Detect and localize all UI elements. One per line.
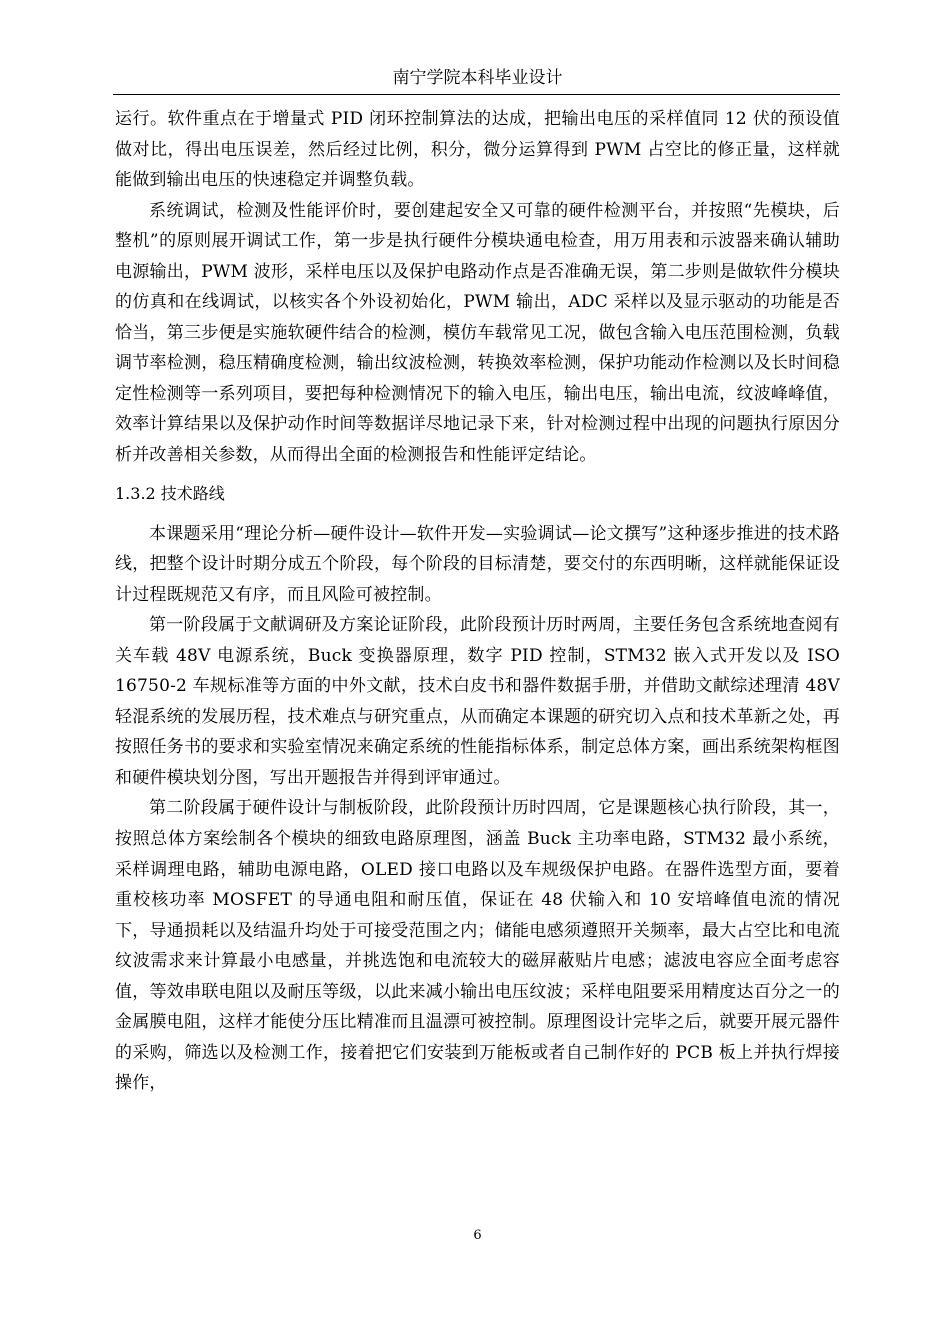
paragraph-phase-one: 第一阶段属于文献调研及方案论证阶段，此阶段预计历时两周，主要任务包含系统地查阅有关车载 48V 电源系统，Buck 变换器原理，数字 PID 控制，STM32 嵌入式开发以及 ISO 16750-2 车规标准等方面的中外文献，技术白皮书和器件数据手册，并借助文献综述理清 48V 轻混系统的发展历程，技术难点与研究重点，从而确定本课题的研究切入点和技术革新之处，再按照任务书的要求和实验室情况来确定系统的性能指标体系，制定总体方案，画出系统架构框图和硬件模块划分图，写出开题报告并得到评审通过。 [115, 615, 840, 788]
paragraph-software-pid: 运行。软件重点在于增量式 PID 闭环控制算法的达成，把输出电压的采样值同 12 伏的预设值做对比，得出电压误差，然后经过比例，积分，微分运算得到 PWM 占空比的修正量，这样就能做到输出电压的快速稳定并调整负载。 [115, 109, 840, 191]
page-body [115, 104, 840, 1099]
paragraph-technical-route: 本课题采用“理论分析—硬件设计—软件开发—实验调试—论文撰写”这种逐步推进的技术路线，把整个设计时期分成五个阶段，每个阶段的目标清楚，要交付的东西明晰，这样就能保证设计过程既规范又有序，而且风险可被控制。 [115, 523, 840, 605]
paragraph-system-debugging: 系统调试，检测及性能评价时，要创建起安全又可靠的硬件检测平台，并按照“先模块，后整机”的原则展开调试工作，第一步是执行硬件分模块通电检查，用万用表和示波器来确认辅助电源输出，PWM 波形，采样电压以及保护电路动作点是否准确无误，第二步则是做软件分模块的仿真和在线调试，以核实各个外设初始化，PWM 输出，ADC 采样以及显示驱动的功能是否恰当，第三步便是实施软硬件结合的检测，模仿车载常见工况，做包含输入电压范围检测，负载调节率检测，稳压精确度检测，输出纹波检测，转换效率检测，保护功能动作检测以及长时间稳定性检测等一系列项目，要把每种检测情况下的输入电压，输出电压，输出电流，纹波峰峰值，效率计算结果以及保护动作时间等数据详尽地记录下来，针对检测过程中出现的问题执行原因分析并改善相关参数，从而得出全面的检测报告和性能评定结论。 [115, 200, 840, 466]
section-heading-technical-route: 1.3.2 技术路线 [115, 483, 225, 503]
paragraph-phase-two: 第二阶段属于硬件设计与制板阶段，此阶段预计历时四周，它是课题核心执行阶段，其一，按照总体方案绘制各个模块的细致电路原理图，涵盖 Buck 主功率电路，STM32 最小系统，采样调理电路，辅助电源电路，OLED 接口电路以及车规级保护电路。在器件选型方面，要着重校核功率 MOSFET 的导通电阻和耐压值，保证在 48 伏输入和 10 安培峰值电流的情况下，导通损耗以及结温升均处于可接受范围之内；储能电感须遵照开关频率，最大占空比和电流纹波需求来计算最小电感量，并挑选饱和电流较大的磁屏蔽贴片电感；滤波电容应全面考虑容值，等效串联电阻以及耐压等级，以此来减小输出电压纹波；采样电阻要采用精度达百分之一的金属膜电阻，这样才能使分压比精准而且温漂可被控制。原理图设计完毕之后，就要开展元器件的采购，筛选以及检测工作，接着把它们安装到万能板或者自己制作好的 PCB 板上并执行焊接操作， [115, 798, 840, 1094]
page-number: 6 [473, 1228, 482, 1243]
header-divider [113, 94, 840, 95]
header-title: 南宁学院本科毕业设计 [392, 68, 563, 88]
